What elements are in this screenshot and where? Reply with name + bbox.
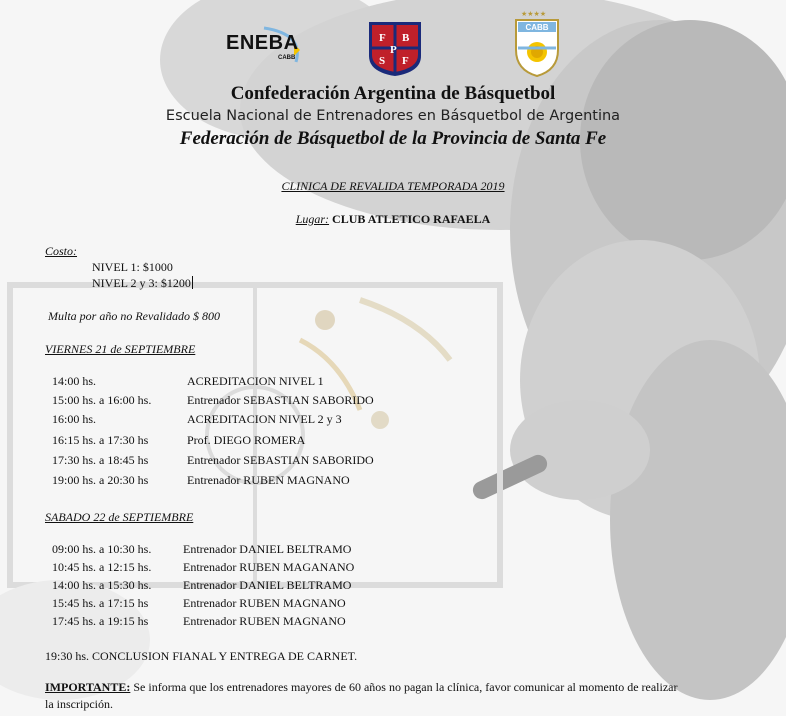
- friday-row-1-desc: ACREDITACION NIVEL 1: [187, 374, 324, 388]
- saturday-row-2-desc: Entrenador RUBEN MAGANANO: [183, 560, 355, 574]
- cost-label: Costo:: [45, 244, 78, 258]
- saturday-heading: SABADO 22 de SEPTIEMBRE: [45, 510, 194, 524]
- venue-value: CLUB ATLETICO RAFAELA: [332, 212, 491, 226]
- text-cursor: [192, 276, 193, 289]
- friday-row-6-desc: Entrenador RUBEN MAGNANO: [187, 473, 350, 487]
- friday-row-5-time: 17:30 hs. a 18:45 hs: [52, 453, 149, 467]
- cabb-logo-text: CABB: [525, 23, 549, 32]
- important-label: IMPORTANTE:: [45, 680, 131, 694]
- saturday-row-4-time: 15:45 hs. a 17:15 hs: [52, 596, 149, 610]
- fbpsf-letter-b: B: [402, 32, 410, 44]
- cost-nivel-1: NIVEL 1: $1000: [92, 260, 173, 274]
- conclusion-line: 19:30 hs. CONCLUSION FIANAL Y ENTREGA DE CARNET.: [45, 649, 358, 663]
- svg-text:★★★★: ★★★★: [521, 10, 547, 18]
- friday-row-1-time: 14:00 hs.: [52, 374, 97, 388]
- fbpsf-shield-logo: [367, 20, 423, 78]
- eneba-logo-text: ENEBA: [226, 32, 299, 54]
- federation-title: Federación de Básquetbol de la Provincia de Santa Fe: [179, 128, 607, 149]
- friday-row-3-time: 16:00 hs.: [52, 412, 97, 426]
- saturday-row-1-time: 09:00 hs. a 10:30 hs.: [52, 542, 152, 556]
- eneba-logo-subtext: CABB: [278, 55, 296, 61]
- friday-heading: VIERNES 21 de SEPTIEMBRE: [45, 342, 196, 356]
- clinic-title: CLINICA DE REVALIDA TEMPORADA 2019: [281, 179, 505, 193]
- saturday-row-1-desc: Entrenador DANIEL BELTRAMO: [183, 542, 352, 556]
- friday-row-4-desc: Prof. DIEGO ROMERA: [187, 433, 306, 447]
- cost-nivel-2-3-text: NIVEL 2 y 3: $1200: [92, 276, 191, 290]
- venue-line: [0, 212, 786, 227]
- saturday-row-5-time: 17:45 hs. a 19:15 hs: [52, 614, 149, 628]
- friday-row-5-desc: Entrenador SEBASTIAN SABORIDO: [187, 453, 374, 467]
- fbpsf-letter-f: F: [379, 32, 386, 44]
- friday-row-6-time: 19:00 hs. a 20:30 hs: [52, 473, 149, 487]
- friday-row-4-time: 16:15 hs. a 17:30 hs: [52, 433, 149, 447]
- important-note-cont: la inscripción.: [45, 697, 113, 711]
- fbpsf-shield-icon: [367, 20, 423, 78]
- cost-nivel-2-3: [92, 276, 193, 291]
- important-text: Se informa que los entrenadores mayores de 60 años no pagan la clínica, favor comunicar al momento de realizar: [130, 680, 678, 694]
- saturday-row-3-time: 14:00 hs. a 15:30 hs.: [52, 578, 152, 592]
- venue-label: Lugar:: [295, 212, 330, 226]
- friday-row-2-desc: Entrenador SEBASTIAN SABORIDO: [187, 393, 374, 407]
- cabb-shield-icon: [512, 8, 562, 78]
- saturday-row-4-desc: Entrenador RUBEN MAGNANO: [183, 596, 346, 610]
- page-title: Confederación Argentina de Básquetbol: [230, 83, 556, 104]
- friday-row-2-time: 15:00 hs. a 16:00 hs.: [52, 393, 152, 407]
- saturday-row-5-desc: Entrenador RUBEN MAGNANO: [183, 614, 346, 628]
- cabb-shield-logo: [512, 8, 562, 78]
- fbpsf-letter-f2: F: [402, 55, 409, 67]
- saturday-row-3-desc: Entrenador DANIEL BELTRAMO: [183, 578, 352, 592]
- eneba-logo: [224, 22, 304, 68]
- penalty-fee: Multa por año no Revalidado $ 800: [48, 309, 220, 323]
- important-note: [45, 680, 677, 695]
- fbpsf-letter-s: S: [379, 55, 386, 67]
- saturday-row-2-time: 10:45 hs. a 12:15 hs.: [52, 560, 152, 574]
- fbpsf-letter-p: P: [390, 44, 397, 56]
- page-subtitle: Escuela Nacional de Entrenadores en Básquetbol de Argentina: [165, 108, 621, 124]
- friday-row-3-desc: ACREDITACION NIVEL 2 y 3: [187, 412, 342, 426]
